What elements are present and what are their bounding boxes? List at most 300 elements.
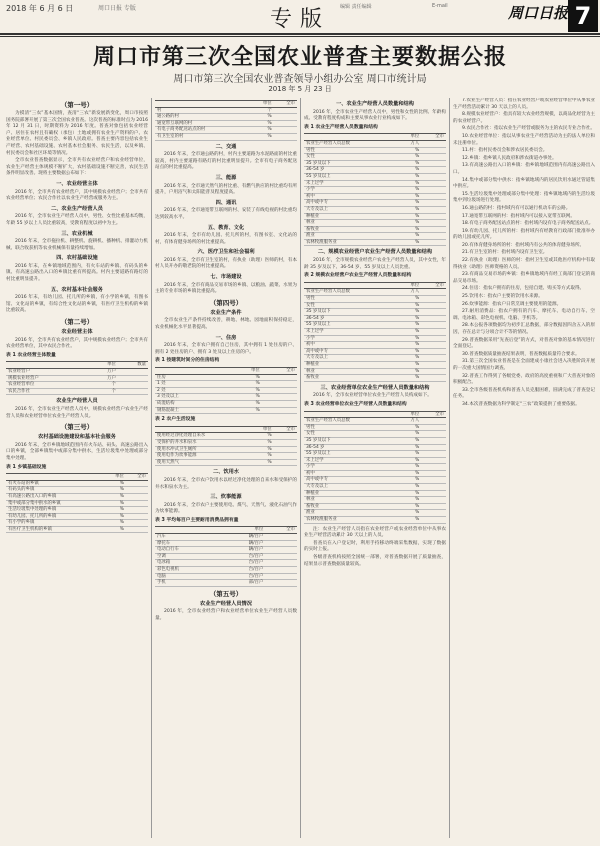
table-cell: %	[250, 127, 273, 134]
table-cell: %	[397, 437, 422, 444]
table-caption: 表 1 乡镇基础设施	[6, 464, 47, 470]
paragraph: 16.通公路的村：指村域内有可以通行机动车的公路。	[462, 205, 571, 211]
table-cell: 小学	[304, 187, 397, 194]
table-cell	[126, 487, 148, 494]
table-header: 数量	[118, 362, 148, 369]
table-cell: 受保护的井水和泉水	[155, 439, 250, 446]
paragraph: 为摸清“三农”基本国情，查清“三农”新发展新变化，周口市按照国务院部署开展了第三次全国农业普查。这次普查的标准时点为 2016 年 12 月 31 日，时期资料为 2016 年度。普查对象包括农业经营户、居住在农村且有确权（承包）土地或拥有农业生产资料的户、农业经营单位、村民委员会、乡镇人民政府。普查主要内容包括农业生产经营、农村基础设施、农村基本社会服务、农民生活，以及乡镇、村民委员会和社区环境等情况。	[6, 111, 148, 156]
table-cell	[421, 503, 446, 510]
table-cell: 种植业	[304, 361, 397, 368]
table-cell	[421, 444, 446, 451]
table-cell: 电冰箱	[155, 560, 219, 567]
table-cell: 个	[88, 382, 118, 389]
table-cell	[262, 394, 297, 401]
table-cell: %	[397, 451, 422, 458]
table-cell	[265, 560, 297, 567]
table-cell: 万人	[397, 140, 422, 147]
issue-date: 2018 年 6 月 6 日	[6, 4, 74, 13]
table-cell: 住房	[155, 374, 227, 381]
table-header: 全市	[421, 134, 446, 141]
section-heading: （第三号）	[60, 423, 94, 432]
table-cell	[421, 206, 446, 213]
table-cell	[118, 369, 148, 376]
table-cell: 男性	[304, 296, 397, 303]
paragraph: 2016 年末，全市有卫生室的村，有执业（助理）医师的村，有本村人员开办的敬老院的村比重提高。	[155, 257, 297, 270]
table-cell	[265, 567, 297, 574]
table-cell	[421, 510, 446, 517]
table-cell: %	[250, 446, 273, 453]
paragraph: 27.耐用消费品：指农户拥有的汽车、摩托车、电动自行车、空调、电冰箱、彩色电视机、电脑、手机等。	[453, 309, 595, 321]
paragraph: 2016 年，全市共有农业经营户，其中规模农业经营户；全市共有农业经营单位，其中农民合作社。	[6, 337, 148, 350]
table-cell	[421, 193, 446, 200]
table-cell: 高中或中专	[304, 200, 397, 207]
table-cell: 生活垃圾集中处理的乡镇	[6, 507, 104, 514]
table-header: 单位	[397, 282, 422, 289]
table-cell	[421, 309, 446, 316]
table-caption: 表 2 规模农业经营户农业生产经营人员数量和结构	[304, 273, 412, 279]
paragraph: 2016 年末，全市有商品交易市场的乡镇、以粮油、蔬菜、水果为主的专业市场的乡镇比重提高。	[155, 282, 297, 295]
table-row	[155, 394, 297, 401]
edition-tag: 周口日报 专版	[98, 5, 136, 12]
table-cell	[265, 547, 297, 554]
table-cell: 林业	[304, 368, 397, 375]
table-cell	[421, 484, 446, 491]
table-header: 单位	[88, 362, 118, 369]
paragraph: 2016 年末，全市通天然气的村比重、有燃气供应的村比重均有所提升，户用沼气和太阳能普及程度提高。	[155, 183, 297, 196]
table-header: 单位	[397, 411, 422, 418]
table-cell	[421, 167, 446, 174]
table-cell: 电脑	[155, 573, 219, 580]
table-row	[304, 437, 446, 444]
table-cell	[262, 387, 297, 394]
table-row	[304, 173, 446, 180]
table-cell	[421, 464, 446, 471]
paragraph: 30.普查数据质量抽查结果表明，普查数据质量符合要求。	[462, 351, 580, 357]
paragraph: 15.生活垃圾集中处理或部分集中处理：指乡镇地域内的生活垃圾集中到垃圾场进行处理。	[453, 191, 595, 204]
table-cell	[421, 187, 446, 194]
paragraph: 各级普查机构按照全国统一部署，对普查数据开展了质量抽查，结果显示普查数据质量较高。	[304, 555, 446, 567]
subsection-heading: 五、教育、文化	[207, 224, 245, 231]
column-divider	[151, 98, 152, 838]
table-cell: 摩托车	[155, 540, 219, 547]
table-cell	[126, 507, 148, 514]
paragraph: 注：农业生产经营人员指在农业经营户或农业经营单位中从事农业生产经营活动累计 30 天以上的人员。	[304, 526, 446, 539]
paragraph: 2016 年末，全市农户拥有自己住房，其中拥有 1 处住房的户、拥有 2 处住房的户、拥有 3 处及以上住房的户。	[155, 343, 297, 355]
column-1	[6, 98, 148, 838]
table-cell: 辆/百户	[219, 540, 265, 547]
table-cell: %	[397, 160, 422, 167]
column-2	[155, 98, 297, 838]
paragraph: 17.通宽带互联网的村：指村域内可以接入宽带互联网。	[462, 213, 575, 219]
table-cell: 有火车站的乡镇	[6, 480, 104, 487]
table-row	[6, 507, 148, 514]
table-cell: 有电子商务配送站点的村	[155, 127, 250, 134]
table-cell	[274, 459, 297, 466]
table-row	[155, 560, 297, 567]
table-cell: 农民合作社	[6, 388, 88, 395]
table-cell: %	[104, 493, 126, 500]
table-cell: %	[250, 120, 273, 127]
table-header: 单位	[219, 527, 265, 534]
table-cell	[421, 375, 446, 382]
subsection-heading: 一、农业生产经营人员数量和结构	[336, 101, 414, 107]
editor-info: 编辑 责任编辑	[340, 4, 372, 10]
table-row	[155, 133, 297, 140]
table-cell: 农林牧渔服务业	[304, 239, 397, 246]
paragraph: 全市农业生产条件持续改善，耕地、林地、园地面积保持稳定，农业机械化水平显著提高。	[155, 318, 297, 331]
subsection-heading: 农业经营主体	[61, 329, 93, 336]
table-cell: 农业生产经营人员总数	[304, 289, 397, 296]
table-row	[304, 154, 446, 161]
paragraph: 18.有电子商务配送站点的村：指村域内设有电子商务配送站点。	[462, 221, 594, 227]
subsection-heading: 五、农村基本社会服务	[51, 286, 103, 293]
paragraph: 9.农民合作社：指以农业生产经营或服务为主的农民专业合作社。	[462, 126, 595, 132]
table-cell: %	[397, 470, 422, 477]
table-caption: 表 1 按建筑时间分的住房结构	[155, 358, 220, 364]
table-cell: 女性	[304, 154, 397, 161]
table-cell: 渔业	[304, 233, 397, 240]
table-cell: %	[397, 484, 422, 491]
subsection-heading: 四、农村基础设施	[56, 255, 98, 262]
table-cell	[421, 457, 446, 464]
stats-table	[6, 473, 148, 533]
paragraph: 21.有卫生室的村：指村域内设有卫生室。	[462, 250, 548, 256]
table-cell: 男性	[304, 424, 397, 431]
table-cell: %	[397, 510, 422, 517]
table-cell	[421, 470, 446, 477]
table-cell: 使用经过净化处理自来水	[155, 433, 250, 440]
table-cell: 万人	[397, 418, 422, 425]
table-row	[155, 433, 297, 440]
table-cell: 手机	[155, 580, 219, 587]
subsection-heading: 农业生产经营人员	[56, 398, 98, 405]
table-row	[304, 289, 446, 296]
subsection-heading: 三、炊事能源	[210, 494, 242, 501]
stats-table	[155, 526, 297, 586]
table-cell: %	[397, 355, 422, 362]
subsection-heading: 三、农业机械	[61, 230, 93, 237]
table-cell	[421, 302, 446, 309]
table-cell: %	[250, 114, 273, 121]
table-row	[6, 500, 148, 507]
table-row	[304, 490, 446, 497]
table-header	[304, 411, 397, 418]
table-cell: %	[397, 497, 422, 504]
table-cell: 未上过学	[304, 180, 397, 187]
paragraph: 10.农业经营单位：指以从事农业生产经营活动为主的法人单位和未注册单位。	[453, 133, 595, 146]
table-cell: 有卫生室的村	[155, 133, 250, 140]
subsection-heading: 四、通讯	[215, 199, 237, 206]
table-cell: 个	[250, 107, 273, 114]
paragraph: 26.炊事能源：指农户日常烹调主要使用的能源。	[462, 301, 562, 307]
table-cell: %	[250, 433, 273, 440]
masthead-rule-thin	[0, 36, 600, 37]
table-cell: %	[397, 444, 422, 451]
table-cell	[118, 382, 148, 389]
column-3	[304, 98, 446, 838]
table-cell: 未上过学	[304, 457, 397, 464]
paragraph: 2016 年末，全市拖拉机、耕整机、旋耕机、播种机、排灌动力机械、联合收获机等农业机械保有量持续增加。	[6, 239, 148, 251]
table-row	[155, 567, 297, 574]
paragraph: 29.普查数据采用“先查后登”的方式，对普查对象的基本情况进行全面登记。	[453, 337, 595, 350]
table-cell	[421, 180, 446, 187]
table-cell	[421, 418, 446, 425]
table-cell: 有码头的乡镇	[6, 487, 104, 494]
subsection-heading: 农业生产条件	[210, 309, 242, 316]
table-cell: %	[104, 500, 126, 507]
table-cell	[126, 500, 148, 507]
table-cell: %	[397, 503, 422, 510]
stats-table	[155, 426, 297, 467]
masthead-rule	[0, 33, 600, 35]
table-cell: 35 岁及以下	[304, 160, 397, 167]
table-row	[304, 180, 446, 187]
table-cell	[265, 553, 297, 560]
column-divider	[300, 98, 301, 838]
table-cell: 台/百户	[219, 553, 265, 560]
table-cell: %	[397, 233, 422, 240]
paragraph: 32.普查工作得到了各级党委、政府的高度重视和广大普查对象的积极配合。	[453, 373, 595, 386]
table-cell: 钢筋混凝土	[155, 407, 227, 414]
table-cell: 使用天然气	[155, 459, 250, 466]
paragraph: 2016 年，全市农业经营单位农业生产经营人员构成如下。	[313, 393, 432, 399]
paragraph: 28.本公报各项数据均为初步汇总数据，部分数据因四舍五入的原因，存在总计与分项合计不等的情况。	[453, 323, 595, 335]
subsection-heading: 农业生产经营人员情况	[200, 600, 252, 607]
table-row	[155, 400, 297, 407]
subsection-heading: 七、市场建设	[210, 274, 242, 281]
table-cell	[265, 573, 297, 580]
table-cell: 集中或部分集中供水的乡镇	[6, 500, 104, 507]
table-cell	[265, 540, 297, 547]
table-row	[155, 553, 297, 560]
table-row	[304, 348, 446, 355]
table-header	[155, 101, 250, 108]
table-row	[6, 487, 148, 494]
table-cell: %	[397, 220, 422, 227]
table-cell	[118, 388, 148, 395]
table-cell: 1 处	[155, 381, 227, 388]
table-cell	[421, 140, 446, 147]
table-cell	[421, 289, 446, 296]
table-cell	[421, 342, 446, 349]
table-cell	[421, 322, 446, 329]
table-cell: 种植业	[304, 490, 397, 497]
table-cell: 初中	[304, 193, 397, 200]
table-row	[155, 439, 297, 446]
table-cell: 台/百户	[219, 560, 265, 567]
paragraph: 2016 年，全市农业经营户和农业经营单位农业生产经营人员数量。	[155, 609, 297, 621]
table-cell: 农林牧渔服务业	[304, 517, 397, 524]
table-cell	[274, 127, 297, 134]
table-cell: %	[397, 167, 422, 174]
subsection-heading: 三、农业经营单位农业生产经营人员数量和结构	[320, 384, 430, 391]
paragraph: 2016 年末，有幼儿园、托儿所的乡镇，有小学的乡镇，有图书馆、文化站的乡镇，有综合性文化站的乡镇，有医疗卫生机构的乡镇比重较高。	[6, 295, 148, 314]
table-cell: 通公路的村	[155, 114, 250, 121]
table-cell: 农业生产经营人员总数	[304, 418, 397, 425]
table-row	[304, 335, 446, 342]
table-cell	[421, 173, 446, 180]
table-cell	[274, 133, 297, 140]
table-cell: %	[250, 459, 273, 466]
newspaper-logo: 周口日报	[508, 4, 569, 22]
table-cell: %	[250, 439, 273, 446]
table-cell: 渔业	[304, 510, 397, 517]
table-cell: %	[397, 342, 422, 349]
paragraph: 33.全市各级普查机构和普查人员克服困难，圆满完成了普查登记任务。	[453, 387, 595, 400]
table-cell: 女性	[304, 302, 397, 309]
table-cell: 大专及以上	[304, 484, 397, 491]
table-row	[304, 187, 446, 194]
headline: 周口市第三次全国农业普查主要数据公报	[92, 45, 507, 70]
table-cell: %	[397, 315, 422, 322]
table-row	[304, 309, 446, 316]
table-row	[304, 368, 446, 375]
table-row	[304, 451, 446, 458]
table-row	[304, 355, 446, 362]
table-header: 全市	[274, 426, 297, 433]
stats-table	[155, 100, 297, 141]
table-header: 单位	[250, 426, 273, 433]
table-cell	[126, 520, 148, 527]
table-cell: 初中	[304, 470, 397, 477]
table-cell: 初中	[304, 342, 397, 349]
table-row	[304, 431, 446, 438]
table-row	[6, 369, 148, 376]
paragraph: 2016 年末，全市农户饮用水以经过净化处理的自来水和受保护的井水和泉水为主。	[155, 477, 297, 490]
table-cell: 畜牧业	[304, 375, 397, 382]
table-row	[304, 200, 446, 207]
table-cell	[265, 534, 297, 541]
table-cell: %	[250, 453, 273, 460]
table-header	[155, 368, 227, 375]
paragraph: 2016 年，全市规模农业经营户农业生产经营人员，其中女性，年龄 35 岁及以下、36-54 岁、55 岁及以上人员比重。	[304, 258, 446, 270]
table-row	[304, 517, 446, 524]
table-cell: 台/百户	[219, 567, 265, 574]
table-row	[155, 534, 297, 541]
paragraph: 2016 年，全市共有农业经营户，其中规模农业经营户；全市共有农业经营单位；农民合作社以农业生产经营或服务为主。	[6, 189, 148, 202]
table-cell	[421, 437, 446, 444]
table-cell: 辆/百户	[219, 534, 265, 541]
table-row	[304, 160, 446, 167]
table-cell	[274, 107, 297, 114]
page-number: 7	[568, 0, 598, 32]
paragraph: 2016 年末，在乡镇地域范围内，有火车站的乡镇、有码头的乡镇、有高速公路出入口的乡镇比重有所提高。村内主要道路有路灯的村比重明显提升。	[6, 263, 148, 283]
table-row	[6, 480, 148, 487]
table-caption: 表 1 农业经营主体数量	[6, 352, 56, 358]
table-row	[304, 497, 446, 504]
table-cell	[421, 348, 446, 355]
table-cell: 通宽带互联网的村	[155, 120, 250, 127]
table-cell	[421, 490, 446, 497]
table-cell: %	[397, 239, 422, 246]
table-cell	[274, 453, 297, 460]
subsection-heading: 一、农业经营主体	[56, 180, 98, 187]
table-header	[304, 134, 397, 141]
table-cell: 55 岁及以上	[304, 451, 397, 458]
table-cell: 万户	[88, 375, 118, 382]
table-header	[155, 527, 219, 534]
table-row	[304, 457, 446, 464]
table-header: 全市	[421, 411, 446, 418]
stats-table	[155, 367, 297, 414]
subsection-heading: 农村基础设施建设和基本社会服务	[38, 434, 116, 441]
paragraph: 20.有体育健身场所的村：指村域内有公共的体育健身场所。	[462, 242, 585, 248]
table-cell: %	[397, 477, 422, 484]
table-row	[304, 470, 446, 477]
paragraph: 2016 年末，全市通公路的村，村内主要道路为水泥路面的村比重较高，村内主要道路有路灯的村比重明显提升。全市有电子商务配送站点的村比重提高。	[155, 152, 297, 171]
table-cell: %	[397, 193, 422, 200]
table-row	[6, 375, 148, 382]
stats-table	[304, 133, 446, 246]
table-row	[304, 213, 446, 220]
table-cell: 使用电作为炊事能源	[155, 453, 250, 460]
table-cell	[274, 446, 297, 453]
table-cell: 小学	[304, 335, 397, 342]
table-cell	[421, 239, 446, 246]
paragraph: 25.饮用水：指农户主要的饮用水来源。	[462, 294, 543, 300]
table-row	[304, 503, 446, 510]
paragraph: 11.村：指村民委员会和涉农居民委员会。	[462, 148, 548, 154]
paragraph: 2016 年末，全市有幼儿园、托儿所的村，有图书室、文化站的村，有体育健身场所的村比重提高。	[155, 233, 297, 245]
subsection-heading: 三、能源	[215, 174, 237, 181]
section-heading: （第四号）	[209, 298, 243, 307]
table-cell: 35 岁及以下	[304, 437, 397, 444]
table-row	[304, 140, 446, 147]
table-row	[304, 147, 446, 154]
table-cell: %	[104, 513, 126, 520]
paragraph: 8.规模农业经营户：指具有较大农业经营规模，以商品化经营为主的农业经营户。	[453, 112, 595, 124]
table-cell: %	[397, 361, 422, 368]
table-cell	[274, 433, 297, 440]
table-cell: 农业经营户	[6, 369, 88, 376]
table-row	[304, 361, 446, 368]
table-row	[6, 388, 148, 395]
table-header: 全市	[262, 368, 297, 375]
table-header	[155, 426, 250, 433]
table-cell: %	[397, 200, 422, 207]
table-cell: 2 处	[155, 387, 227, 394]
table-row	[6, 493, 148, 500]
table-cell	[274, 114, 297, 121]
table-row	[155, 387, 297, 394]
table-cell	[421, 233, 446, 240]
stats-table	[304, 282, 446, 382]
table-cell	[421, 431, 446, 438]
table-cell	[274, 120, 297, 127]
paragraph: 13.有高速公路出入口的乡镇：指乡镇地域范围内有高速公路出入口。	[453, 163, 595, 175]
table-row	[304, 206, 446, 213]
section-heading: （第二号）	[60, 318, 94, 327]
table-cell	[421, 154, 446, 161]
table-cell: 36-54 岁	[304, 167, 397, 174]
table-row	[304, 342, 446, 349]
table-cell: 空调	[155, 553, 219, 560]
table-cell: %	[227, 387, 262, 394]
table-cell: 农业生产经营人员总数	[304, 140, 397, 147]
table-cell: %	[397, 147, 422, 154]
table-cell	[265, 580, 297, 587]
table-caption: 表 3 农业经营单位农业生产经营人员数量和结构	[304, 401, 407, 407]
table-header: 全市	[265, 527, 297, 534]
table-header: 单位	[397, 134, 422, 141]
table-cell	[421, 451, 446, 458]
table-cell: 砖混结构	[155, 400, 227, 407]
table-cell: %	[104, 507, 126, 514]
table-cell	[126, 526, 148, 533]
table-header: 单位	[104, 474, 126, 481]
table-cell: %	[104, 526, 126, 533]
table-cell: %	[250, 133, 273, 140]
